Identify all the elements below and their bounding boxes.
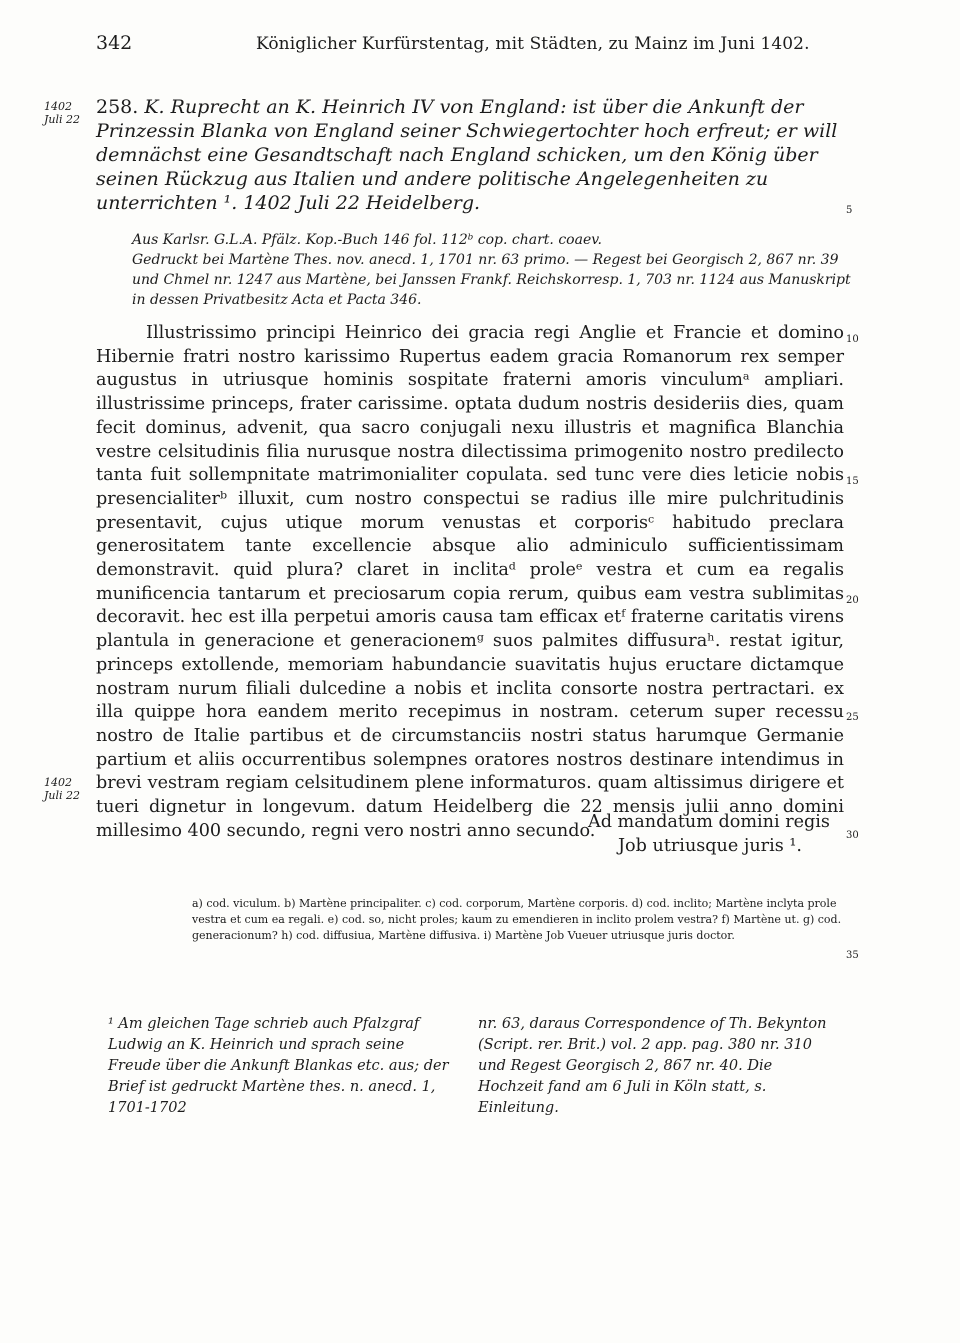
source-line: Gedruckt bei Martène Thes. nov. anecd. 1, 1701 nr. 63 primo. — Regest bei Georgisch 2, 867 nr. 39 und Chmel nr. 1247 aus Martène, bei Janssen Frankf. Reichskorresp. 1, 703 nr. 1124 aus Manuskript in dessen Privatbesitz Acta et Pacta 346. bbox=[132, 252, 851, 308]
footnote-left bbox=[108, 1014, 460, 1119]
closing-line-2: Job utriusque juris ¹. bbox=[618, 836, 802, 856]
line-number: 25 bbox=[846, 712, 859, 723]
margin-date-bottom: 1402 Juli 22 bbox=[44, 776, 81, 802]
margin-date-top: 1402 Juli 22 bbox=[44, 100, 81, 126]
source-line: Aus Karlsr. G.L.A. Pfälz. Kop.-Buch 146 fol. 112ᵇ cop. chart. coaev. bbox=[132, 232, 602, 248]
line-number: 35 bbox=[846, 950, 859, 961]
variant-notes bbox=[192, 896, 842, 944]
line-number: 5 bbox=[846, 205, 853, 216]
footnote-text-right: nr. 63, daraus Correspondence of Th. Bekynton (Script. rer. Brit.) vol. 2 app. pag. 380 nr. 310 und Regest Georgisch 2, 867 nr. 40. Die Hochzeit fand am 6 Juli in Köln statt, s. Einleitung. bbox=[478, 1016, 827, 1116]
footnote-right bbox=[478, 1014, 838, 1119]
variant-text: a) cod. viculum. b) Martène principaliter. c) cod. corporum, Martène corporis. d) cod. inclito; Martène inclyta prole vestra et cum ea regali. e) cod. so, nicht proles; kaum zu emendieren in inclito prolem vestra? f) Martène ut. g) cod. generacionum? h) cod. diffusiua, Martène diffusiva. i) Martène Job Vueuer utriusque juris doctor. bbox=[192, 897, 842, 942]
line-number: 10 bbox=[846, 334, 859, 345]
source-note bbox=[132, 230, 852, 310]
footnote-text-left: ¹ Am gleichen Tage schrieb auch Pfalzgraf Ludwig an K. Heinrich und sprach seine Freude über die Ankunft Blankas etc. aus; der Brief ist gedruckt Martène thes. n. anecd. 1, 1701-1702 bbox=[108, 1016, 449, 1116]
letter-body bbox=[96, 322, 844, 843]
regest bbox=[96, 95, 856, 215]
line-number: 20 bbox=[846, 595, 859, 606]
running-title: Königlicher Kurfürstentag, mit Städten, zu Mainz im Juni 1402. bbox=[256, 34, 810, 54]
line-number: 15 bbox=[846, 476, 859, 487]
regest-number: 258. bbox=[96, 96, 139, 118]
letter-text: Illustrissimo principi Heinrico dei gracia regi Anglie et Francie et domino Hibernie fratri nostro karissimo Rupertus eadem gracia Romanorum rex semper augustus in utriusque hominis sospitate fraterni amoris vinculumᵃ ampliari. illustrissime princeps, frater carissime. optata dudum nostris desideriis dies, quam fecit dominus, advenit, qua sacro conjugali nexu illustris et magnifica Blanchia vestre celsitudinis filia nurusque nostra dilectissima primogenito nostro predilecto tanta fuit sollempnitate matrimonialiter copulata. sed tunc vere dies leticie nobis presencialiterᵇ illuxit, cum nostro conspectui se radius ille mire pulchritudinis presentavit, cujus utique morum venustas et corporisᶜ habitudo preclara generositatem tante excellencie absque alio adminiculo sufficientissimam demonstravit. quid plura? claret in inclitaᵈ proleᵉ vestra et cum ea regalis munificencia tantarum et preciosarum copia rerum, quibus eam vestra sublimitas decoravit. hec est illa perpetui amoris causa tam efficax etᶠ fraterne caritatis virens plantula in generacione et generacionemᵍ suos palmites diffusuraʰ. restat igitur, princeps extollende, memoriam habundancie suavitatis hujus eructare dictamque nostram nurum filiali dulcedine a nobis et inclita consorte nostra pertractari. ex illa quippe hora eandem merito recepimus in nostram. ceterum super recessu nostro de Italie partibus et de circumstanciis nostri status harumque Germanie partium et aliis occurrentibus solempnes oratores nostros destinare intendimus in brevi vestram regiam celsitudinem plene informaturos. quam altissimus dirigere et tueri dignetur in longevum. datum Heidelberg die 22 mensis julii anno domini millesimo 400 secundo, regni vero nostri anno secundo. bbox=[96, 323, 844, 841]
page-number: 342 bbox=[96, 32, 133, 54]
regest-text: K. Ruprecht an K. Heinrich IV von England: ist über die Ankunft der Prinzessin Blanka von England seiner Schwiegertochter hoch erfreut; er will demnächst eine Gesandtschaft nach England schicken, um den König über seinen Rückzug aus Italien und andere politische Angelegenheiten zu unterrichten ¹. 1402 Juli 22 Heidelberg. bbox=[96, 96, 838, 214]
closing-line-1: Ad mandatum domini regis bbox=[588, 812, 830, 832]
line-number: 30 bbox=[846, 830, 859, 841]
